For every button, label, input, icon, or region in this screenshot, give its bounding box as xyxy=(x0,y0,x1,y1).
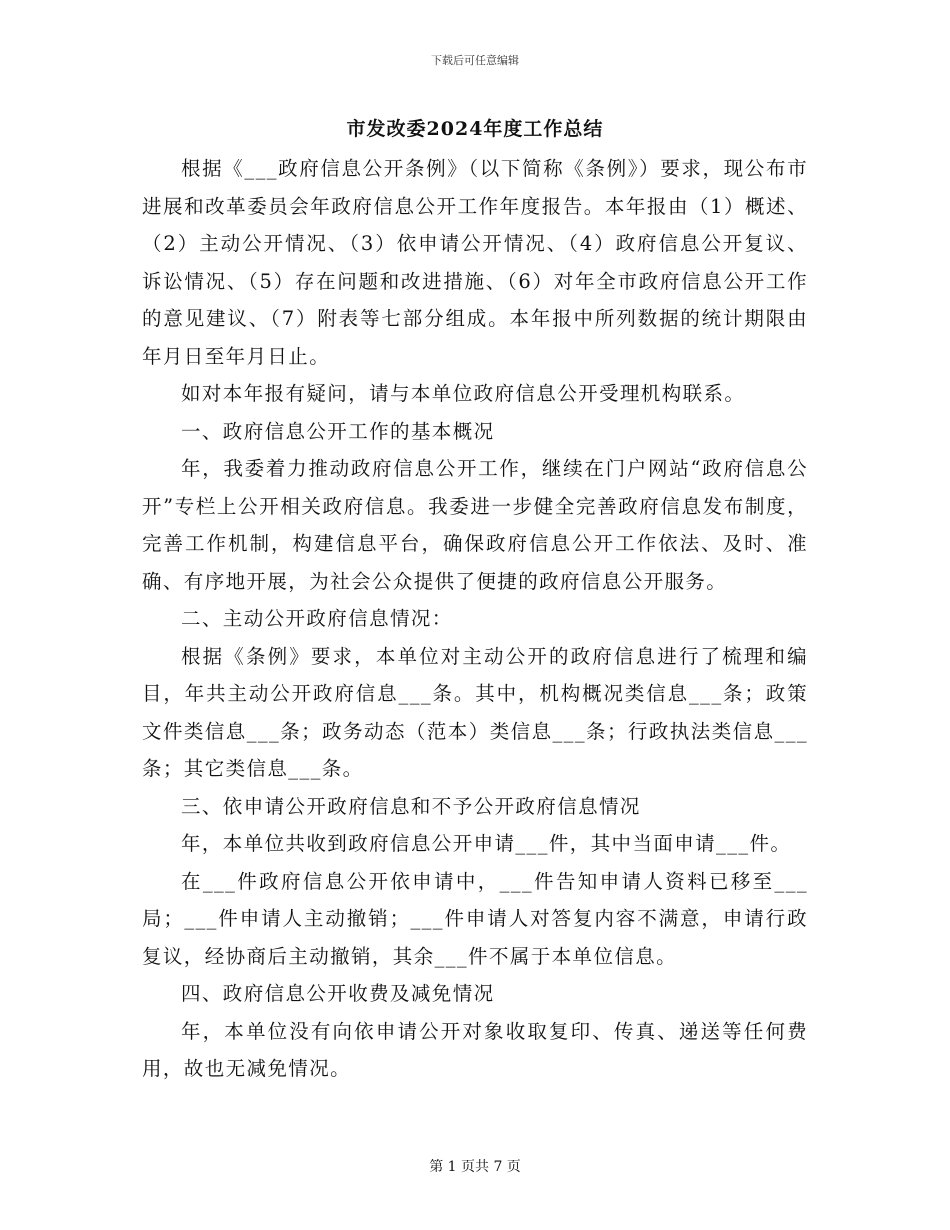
section-heading-3: 三、依申请公开政府信息和不予公开政府信息情况 xyxy=(181,794,641,818)
paragraph-contact: 如对本年报有疑问，请与本单位政府信息公开受理机构联系。 xyxy=(181,382,746,405)
paragraph-fees: 年，本单位没有向依申请公开对象收取复印、传真、递送等任何费用，故也无减免情况。 xyxy=(142,1019,808,1080)
section-heading-1: 一、政府信息公开工作的基本概况 xyxy=(181,419,495,443)
page-number: 第 1 页共 7 页 xyxy=(429,1159,521,1175)
paragraph-active-disclosure: 根据《条例》要求，本单位对主动公开的政府信息进行了梳理和编目，年共主动公开政府信息___条。其中，机构概况类信息___条；政策文件类信息___条；政务动态（范本）类信息___条；行政执法类信息___条；其它类信息___条。 xyxy=(142,644,808,780)
paragraph-application-details: 在___件政府信息公开依申请中，___件告知申请人资料已移至___局；___件申请人主动撤销；___件申请人对答复内容不满意，申请行政复议，经协商后主动撤销，其余___件不属于本单位信息。 xyxy=(142,869,808,968)
page-header-note: 下载后可任意编辑 xyxy=(431,54,519,67)
document-body xyxy=(142,150,808,1088)
section-heading-4: 四、政府信息公开收费及减免情况 xyxy=(181,982,495,1005)
paragraph-overview: 年，我委着力推动政府信息公开工作，继续在门户网站“政府信息公开”专栏上公开相关政府信息。我委进一步健全完善政府信息发布制度，完善工作机制，构建信息平台，确保政府信息公开工作依法、及时、准确、有序地开展，为社会公众提供了便捷的政府信息公开服务。 xyxy=(142,457,808,593)
paragraph-intro: 根据《___政府信息公开条例》（以下简称《条例》）要求，现公布市进展和改革委员会年政府信息公开工作年度报告。本年报由（1）概述、（2）主动公开情况、（3）依申请公开情况、（4）政府信息公开复议、诉讼情况、（5）存在问题和改进措施、（6）对年全市政府信息公开工作的意见建议、（7）附表等七部分组成。本年报中所列数据的统计期限由年月日至年月日止。 xyxy=(142,157,808,368)
section-heading-2: 二、主动公开政府信息情况： xyxy=(181,607,453,630)
document-title: 市发改委2024年度工作总结 xyxy=(346,118,604,140)
paragraph-applications: 年，本单位共收到政府信息公开申请___件，其中当面申请___件。 xyxy=(181,832,792,855)
